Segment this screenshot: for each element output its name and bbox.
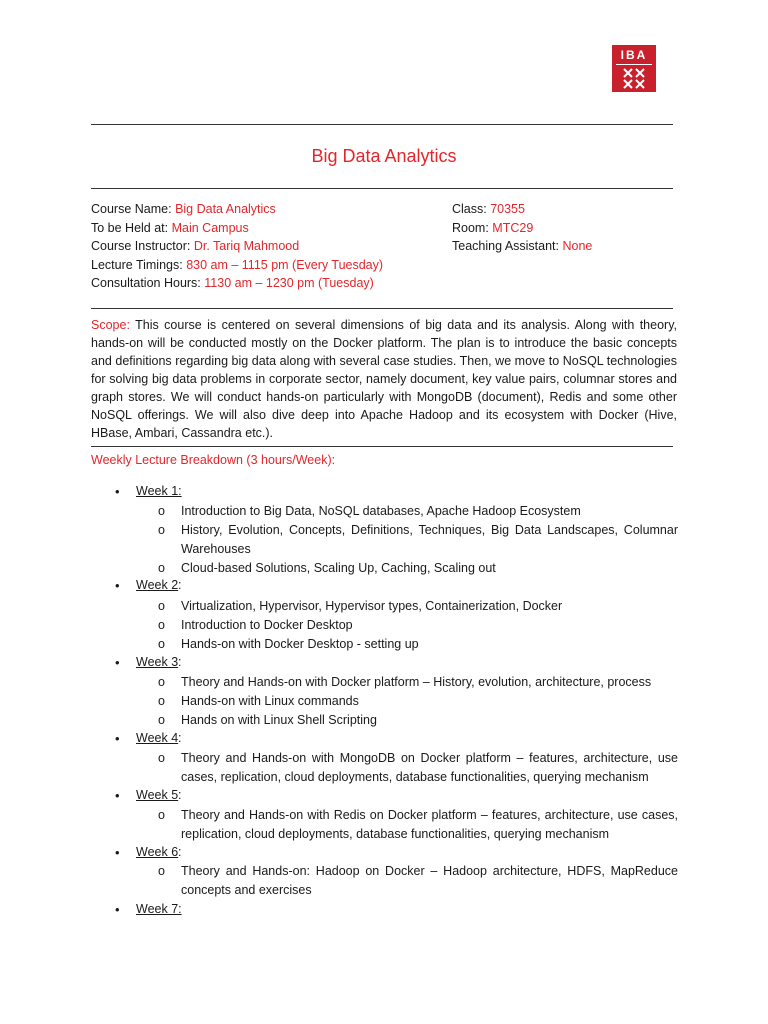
sub-bullet-icon: o (158, 694, 165, 708)
bullet-icon: • (115, 845, 120, 860)
divider-info (91, 308, 673, 309)
class-label: Class: (452, 202, 491, 216)
logo-divider (616, 64, 652, 65)
consultation-value: 1130 am – 1230 pm (Tuesday) (204, 276, 374, 290)
topic-text: Theory and Hands-on with Docker platform – History, evolution, architecture, process (181, 675, 652, 689)
breakdown-heading: Weekly Lecture Breakdown (3 hours/Week): (91, 453, 336, 467)
ta-value: None (562, 239, 593, 253)
topic-item (158, 862, 678, 900)
held-at-row (91, 221, 249, 235)
instructor-label: Course Instructor: (91, 239, 194, 253)
week-label: Week 5 (136, 788, 179, 802)
bullet-icon: • (115, 484, 120, 499)
consultation-row (91, 276, 374, 290)
week-label-colon: : (178, 578, 182, 592)
course-name-row (91, 202, 276, 216)
topic-item (158, 749, 678, 787)
topic-text: Virtualization, Hypervisor, Hypervisor types, Containerization, Docker (181, 599, 563, 613)
week-label-colon: : (178, 731, 182, 745)
sub-bullet-icon: o (158, 751, 165, 765)
topic-text: History, Evolution, Concepts, Definitions, Techniques, Big Data Landscapes, Columnar Warehouses (181, 523, 678, 556)
topic-text: Hands-on with Docker Desktop - setting up (181, 637, 419, 651)
scope-paragraph (91, 316, 677, 442)
week-label: Week 1: (136, 484, 182, 498)
held-at-label: To be Held at: (91, 221, 172, 235)
scope-label: Scope: (91, 318, 130, 332)
topic-item (158, 521, 678, 559)
week-label: Week 3 (136, 655, 179, 669)
room-value: MTC29 (492, 221, 534, 235)
bullet-icon: • (115, 902, 120, 917)
topic-item (158, 692, 678, 711)
divider-title (91, 188, 673, 189)
sub-bullet-icon: o (158, 637, 165, 651)
bullet-icon: • (115, 788, 120, 803)
logo-text: IBA (620, 48, 648, 62)
bullet-icon: • (115, 578, 120, 593)
logo-emblem-icon (622, 67, 646, 89)
class-row (452, 202, 525, 216)
lecture-timings-row (91, 258, 383, 272)
course-name-value: Big Data Analytics (175, 202, 276, 216)
topic-text: Theory and Hands-on with MongoDB on Docker platform – features, architecture, use cases, replication, cloud deployments, database functionalities, querying mechanism (181, 751, 678, 784)
sub-bullet-icon: o (158, 618, 165, 632)
room-row (452, 221, 533, 235)
bullet-icon: • (115, 731, 120, 746)
topic-item (158, 559, 678, 578)
page-title: Big Data Analytics (311, 146, 457, 166)
topic-item (158, 616, 678, 635)
topic-item (158, 502, 678, 521)
topic-text: Introduction to Docker Desktop (181, 618, 353, 632)
consultation-label: Consultation Hours: (91, 276, 205, 290)
week-label-colon: : (178, 788, 182, 802)
held-at-value: Main Campus (171, 221, 249, 235)
week-label: Week 2 (136, 578, 179, 592)
topic-text: Theory and Hands-on with Redis on Docker platform – features, architecture, use cases, replication, cloud deployments, database functionalities, querying mechanism (181, 808, 678, 841)
divider-scope (91, 446, 673, 447)
sub-bullet-icon: o (158, 599, 165, 613)
topic-text: Theory and Hands-on: Hadoop on Docker – Hadoop architecture, HDFS, MapReduce concepts and exercises (181, 864, 678, 897)
divider-top (91, 124, 673, 125)
lecture-timings-value: 830 am – 1115 pm (Every Tuesday) (186, 258, 384, 272)
topic-text: Hands on with Linux Shell Scripting (181, 713, 377, 727)
topic-text: Hands-on with Linux commands (181, 694, 359, 708)
week-label: Week 7: (136, 902, 182, 916)
ta-label: Teaching Assistant: (452, 239, 563, 253)
ta-row (452, 239, 592, 253)
class-value: 70355 (490, 202, 525, 216)
instructor-row (91, 239, 299, 253)
topic-text: Cloud-based Solutions, Scaling Up, Caching, Scaling out (181, 561, 496, 575)
sub-bullet-icon: o (158, 864, 165, 878)
sub-bullet-icon: o (158, 675, 165, 689)
lecture-timings-label: Lecture Timings: (91, 258, 187, 272)
room-label: Room: (452, 221, 493, 235)
scope-text: This course is centered on several dimensions of big data and its analysis. Along with theory, hands-on will be conducted mostly on the Docker platform. The plan is to introduce the basic concepts and definitions regarding big data along with several case studies. Then, we move to NoSQL technologies for solving big data problems in corporate sector, namely document, key value pairs, columnar stores and graph stores. We will conduct hands-on particularly with MongoDB (document), Redis and some other NoSQL offerings. We will also dive deep into Apache Hadoop and its ecosystem with Docker (Hive, HBase, Ambari, Cassandra etc.). (91, 318, 677, 440)
topic-item (158, 711, 678, 730)
week-label: Week 4 (136, 731, 179, 745)
sub-bullet-icon: o (158, 504, 165, 518)
sub-bullet-icon: o (158, 523, 165, 537)
week-label-colon: : (178, 845, 182, 859)
topic-text: Introduction to Big Data, NoSQL databases, Apache Hadoop Ecosystem (181, 504, 581, 518)
iba-logo (612, 45, 656, 92)
sub-bullet-icon: o (158, 808, 165, 822)
topic-item (158, 635, 678, 654)
topic-item (158, 597, 678, 616)
instructor-value: Dr. Tariq Mahmood (193, 239, 300, 253)
bullet-icon: • (115, 655, 120, 670)
sub-bullet-icon: o (158, 713, 165, 727)
week-label-colon: : (178, 655, 182, 669)
week-label: Week 6 (136, 845, 179, 859)
course-name-label: Course Name: (91, 202, 176, 216)
sub-bullet-icon: o (158, 561, 165, 575)
topic-item (158, 806, 678, 844)
topic-item (158, 673, 678, 692)
